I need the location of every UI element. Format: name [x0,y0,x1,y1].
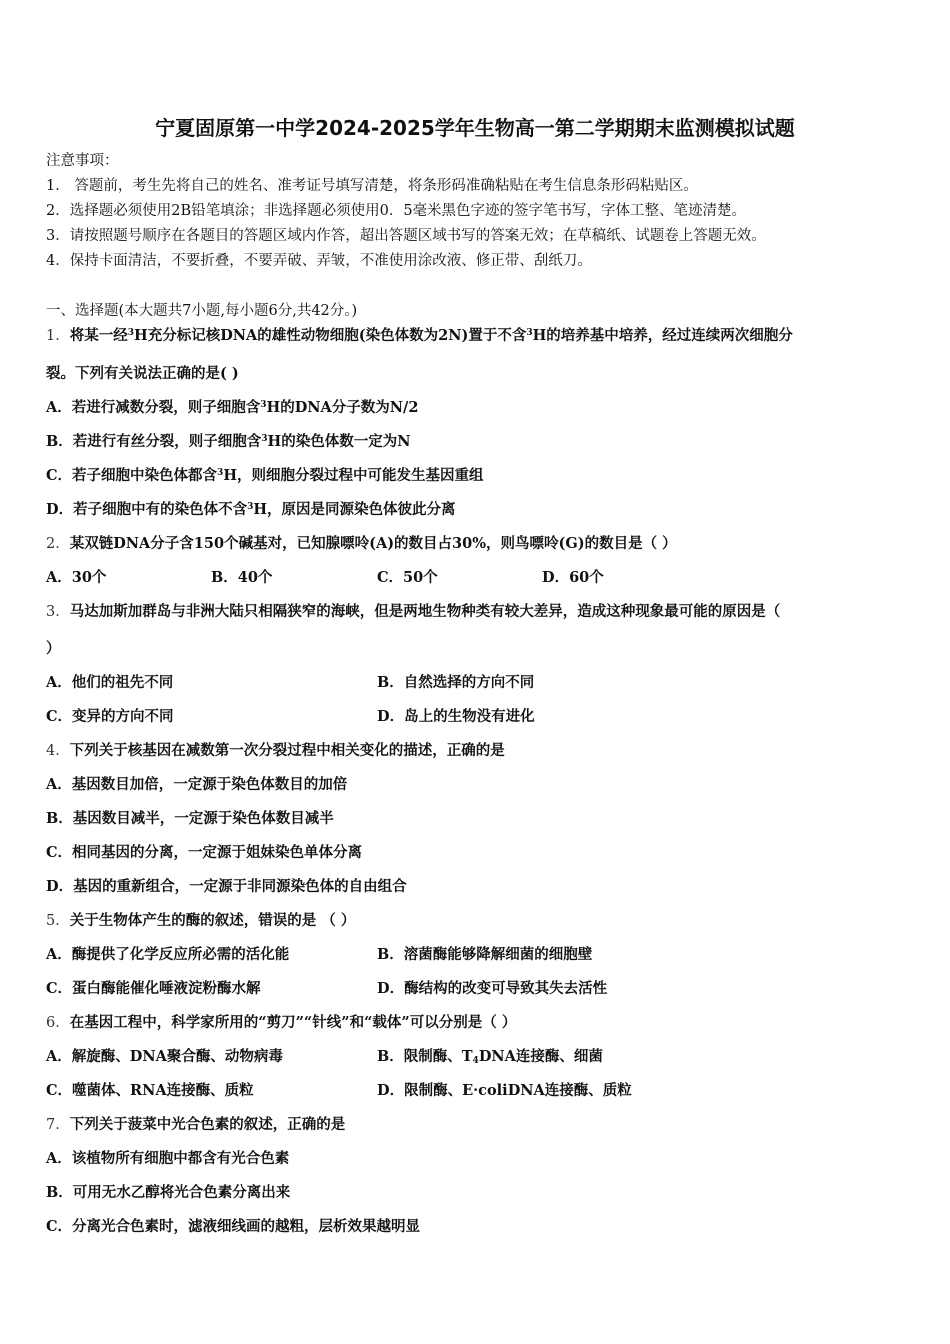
notice-item-2: 2．选择题必须使用2B铅笔填涂；非选择题必须使用0．5毫米黑色字迹的签字笔书写，字体工整、笔迹清楚。 [46,203,747,219]
question-3-stem [46,602,780,622]
question-3-number: 3． [46,604,70,620]
notice-heading: 注意事项： [46,153,119,169]
question-6-stem [46,1013,516,1033]
q6-b-pre: B．限制酶、T [377,1048,473,1065]
q4-stem-text: 下列关于核基因在减数第一次分裂过程中相关变化的描述，正确的是 [69,742,505,759]
q1-c-post: H，则细胞分裂过程中可能发生基因重组 [223,467,484,484]
q1-stem-part-a: 将某一经 [69,327,128,344]
notice-item-4: 4．保持卡面清洁，不要折叠，不要弄破、弄皱，不准使用涂改液、修正带、刮纸刀。 [46,253,592,269]
question-5-stem [46,911,355,931]
question-3-option-b: B．自然选择的方向不同 [377,674,535,691]
question-5-option-b: B．溶菌酶能够降解细菌的细胞壁 [377,946,593,963]
q1-d-post: H，原因是同源染色体彼此分离 [253,501,456,518]
question-1-stem-line-2: 裂。下列有关说法正确的是( ) [46,365,239,382]
question-2-option-d: D．60个 [542,569,604,586]
q1-stem-part-b: H充分标记核DNA的雄性动物细胞(染色体数为2N)置于不含 [134,327,527,344]
question-7-number: 7． [46,1117,70,1133]
page-title: 宁夏固原第一中学2024-2025学年生物高一第二学期期末监测模拟试题 [155,116,795,140]
question-5-number: 5． [46,913,70,929]
q1-b-post: H的染色体数一定为N [267,433,411,450]
q1-stem-sup-1: 3 [127,328,134,338]
question-4-option-a: A．基因数目加倍，一定源于染色体数目的加倍 [46,776,348,793]
question-3-stem-line-2: ） [46,640,61,657]
question-1-option-a [46,398,418,418]
q1-c-sup: 3 [217,468,224,478]
question-6-option-c: C．噬菌体、RNA连接酶、质粒 [46,1082,254,1099]
question-1-stem [46,326,793,346]
question-3-option-a: A．他们的祖先不同 [46,674,174,691]
question-4-option-b: B．基因数目减半，一定源于染色体数目减半 [46,810,334,827]
q2-stem-text: 某双链DNA分子含150个碱基对，已知腺嘌呤(A)的数目占30%，则鸟嘌呤(G)的数目是（ ） [69,535,677,552]
q1-b-sup: 3 [261,434,268,444]
question-6-option-a: A．解旋酶、DNA聚合酶、动物病毒 [46,1048,283,1065]
question-7-option-b: B．可用无水乙醇将光合色素分离出来 [46,1184,291,1201]
question-5-option-d: D．酶结构的改变可导致其失去活性 [377,980,608,997]
q7-stem-text: 下列关于菠菜中光合色素的叙述，正确的是 [69,1116,346,1133]
question-7-option-a: A．该植物所有细胞中都含有光合色素 [46,1150,290,1167]
q6-b-sub: 4 [472,1056,479,1066]
question-1-option-c [46,466,484,486]
question-4-stem [46,741,505,761]
question-5-option-a: A．酶提供了化学反应所必需的活化能 [46,946,290,963]
q1-a-sup: 3 [260,400,267,410]
question-6-number: 6． [46,1015,70,1031]
notice-item-3: 3．请按照题号顺序在各题目的答题区域内作答，超出答题区域书写的答案无效；在草稿纸、试题卷上答题无效。 [46,228,766,244]
section-heading: 一、选择题(本大题共7小题,每小题6分,共42分。) [46,303,358,319]
question-2-stem [46,534,677,554]
question-4-option-c: C．相同基因的分离，一定源于姐妹染色单体分离 [46,844,363,861]
question-1-option-b [46,432,410,452]
q6-b-post: DNA连接酶、细菌 [478,1048,603,1065]
question-1-option-d [46,500,456,520]
q1-d-pre: D．若子细胞中有的染色体不含 [46,501,248,518]
q1-stem-part-c: H的培养基中培养，经过连续两次细胞分 [532,327,793,344]
question-4-option-d: D．基因的重新组合，一定源于非同源染色体的自由组合 [46,878,407,895]
q1-stem-sup-2: 3 [526,328,533,338]
question-7-stem [46,1115,345,1135]
question-2-number: 2． [46,536,70,552]
q1-a-pre: A．若进行减数分裂，则子细胞含 [46,399,261,416]
q1-a-post: H的DNA分子数为N/2 [266,399,419,416]
q1-d-sup: 3 [247,502,254,512]
question-2-option-a: A．30个 [46,569,107,586]
q3-stem-text: 马达加斯加群岛与非洲大陆只相隔狭窄的海峡，但是两地生物种类有较大差异，造成这种现象最可能的原因是（ [69,603,781,620]
q1-b-pre: B．若进行有丝分裂，则子细胞含 [46,433,262,450]
q1-c-pre: C．若子细胞中染色体都含 [46,467,218,484]
question-7-option-c: C．分离光合色素时，滤液细线画的越粗，层析效果越明显 [46,1218,421,1235]
question-3-option-c: C．变异的方向不同 [46,708,174,725]
question-2-option-c: C．50个 [377,569,438,586]
question-6-option-d: D．限制酶、E·coliDNA连接酶、质粒 [377,1082,632,1099]
notice-item-1: 1． 答题前，考生先将自己的姓名、准考证号填写清楚，将条形码准确粘贴在考生信息条形码粘贴区。 [46,178,698,194]
question-2-option-b: B．40个 [211,569,273,586]
question-1-number: 1． [46,328,70,344]
question-6-option-b [377,1047,603,1067]
q5-stem-text: 关于生物体产生的酶的叙述，错误的是 （ ） [69,912,356,929]
q6-stem-text: 在基因工程中，科学家所用的“剪刀”“针线”和“载体”可以分别是（ ） [69,1014,517,1031]
question-5-option-c: C．蛋白酶能催化唾液淀粉酶水解 [46,980,261,997]
question-3-option-d: D．岛上的生物没有进化 [377,708,535,725]
question-4-number: 4． [46,743,70,759]
